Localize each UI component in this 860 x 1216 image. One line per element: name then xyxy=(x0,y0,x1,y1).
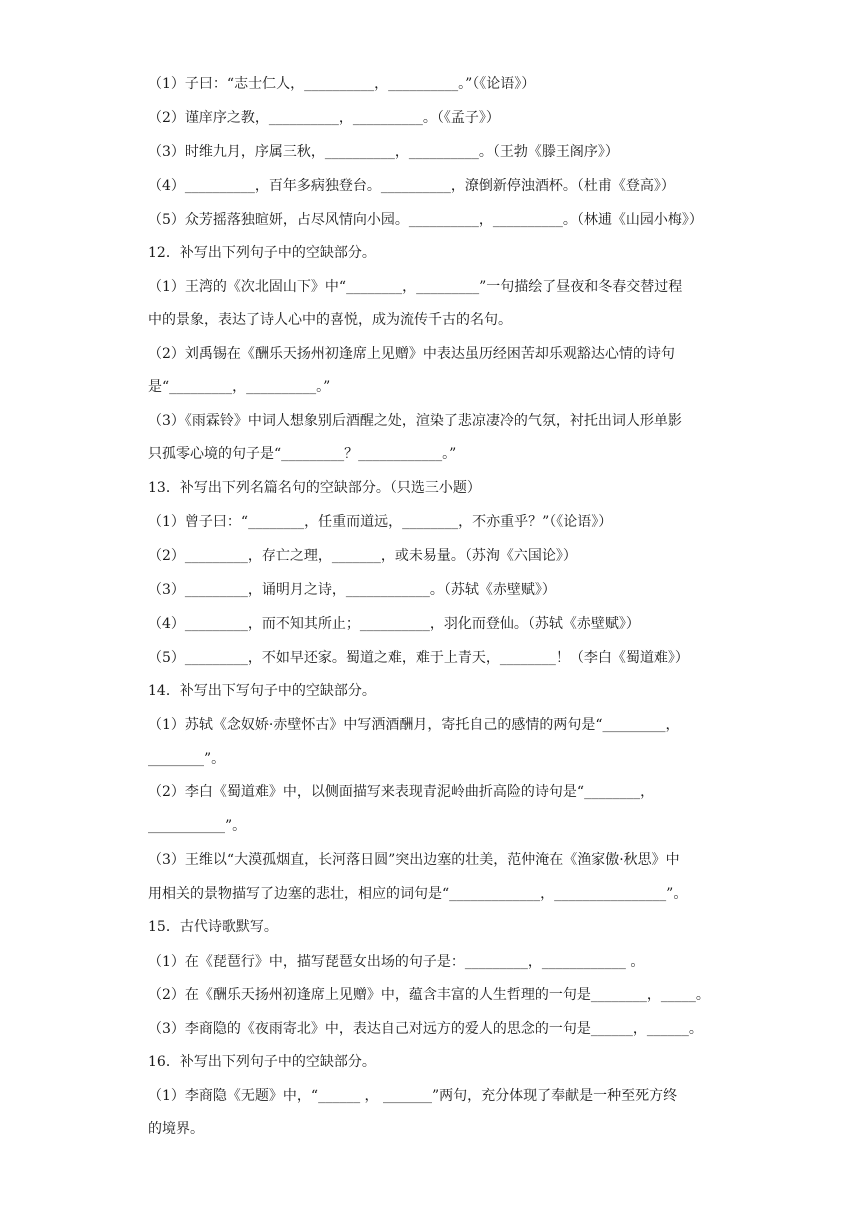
text-line: 中的景象，表达了诗人心中的喜悦，成为流传千古的名句。 xyxy=(148,312,512,328)
text-line: （2）李白《蜀道难》中，以侧面描写来表现青泥岭曲折高险的诗句是“________， xyxy=(148,784,655,800)
text-line: （2）_________，存亡之理，_______，或未易量。（苏洵《六国论》） xyxy=(148,548,577,564)
text-line: （4）__________，百年多病独登台。__________，潦倒新停浊酒杯。（杜甫《登高》） xyxy=(148,178,675,194)
text-line: （5）众芳摇落独暄妍，占尽风情向小园。__________，__________。（林逋《山园小梅》） xyxy=(148,212,703,228)
text-line: （3）李商隐的《夜雨寄北》中，表达自己对远方的爱人的思念的一句是______，______。 xyxy=(148,1021,703,1037)
question-heading: 12．补写出下列句子中的空缺部分。 xyxy=(148,245,376,261)
text-line: （3）《雨霖铃》中词人想象别后酒醒之处，渲染了悲凉凄冷的气氛，衬托出词人形单影 xyxy=(148,413,682,429)
text-line: （2）在《酬乐天扬州初逢席上见赠》中，蕴含丰富的人生哲理的一句是________，_____。 xyxy=(148,987,710,1003)
text-line: （1）王湾的《次北固山下》中“________，_________”一句描绘了昼夜和冬春交替过程 xyxy=(148,279,683,295)
question-heading: 15．古代诗歌默写。 xyxy=(148,919,278,935)
text-line: （2）谨庠序之教，__________，__________。（《孟子》） xyxy=(148,110,500,126)
question-heading: 16．补写出下列句子中的空缺部分。 xyxy=(148,1054,376,1070)
text-line: 是“_________，__________。” xyxy=(148,379,331,395)
text-line: ________”。 xyxy=(148,751,226,767)
text-line: （3）_________，诵明月之诗，____________。（苏轼《赤壁赋》） xyxy=(148,582,556,598)
text-line: （1）在《琵琶行》中，描写琵琶女出场的句子是：_________，____________ 。 xyxy=(148,954,645,970)
text-line: 用相关的景物描写了边塞的悲壮，相应的词句是“_____________，________________”。 xyxy=(148,886,688,902)
text-line: 的境界。 xyxy=(148,1121,204,1137)
question-heading: 13．补写出下列名篇名句的空缺部分。（只选三小题） xyxy=(148,480,481,496)
text-line: （1）苏轼《念奴娇·赤壁怀古》中写洒酒酬月，寄托自己的感情的两句是“_________， xyxy=(148,717,680,733)
text-line: （3）时维九月，序属三秋，__________，__________。（王勃《滕王阁序》） xyxy=(148,144,619,160)
text-line: 只孤零心境的句子是“_________？____________。” xyxy=(148,446,457,462)
text-line: （4）_________，而不知其所止；__________，羽化而登仙。（苏轼《赤壁赋》） xyxy=(148,616,640,632)
text-line: （2）刘禹锡在《酬乐天扬州初逢席上见赠》中表达虽历经困苦却乐观豁达心情的诗句 xyxy=(148,346,675,362)
text-line: （1）子曰：“志士仁人，__________，__________。”（《论语》） xyxy=(148,76,536,92)
text-line: （5）_________，不如早还家。蜀道之难，难于上青天，________！（李白《蜀道难》） xyxy=(148,650,689,666)
text-line: （3）王维以“大漠孤烟直，长河落日圆”突出边塞的壮美，范仲淹在《渔家傲·秋思》中 xyxy=(148,852,680,868)
text-line: （1）李商隐《无题》中，“______ ， _______”两句，充分体现了奉献是一种至死方终 xyxy=(148,1088,678,1104)
text-line: （1）曾子曰：“________，任重而道远，________，不亦重乎？”（《论语》） xyxy=(148,514,613,530)
text-line: ___________”。 xyxy=(148,818,247,834)
question-heading: 14．补写出下写句子中的空缺部分。 xyxy=(148,683,376,699)
